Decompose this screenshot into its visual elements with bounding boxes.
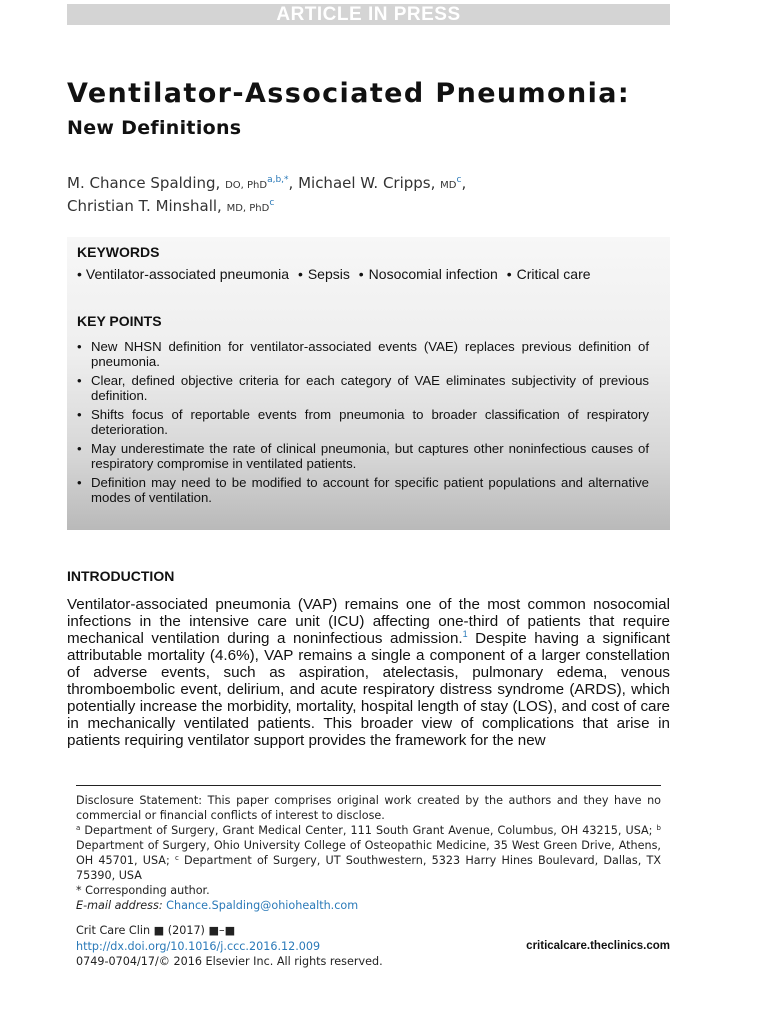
footnotes: [76, 793, 661, 913]
title-main: Ventilator-Associated Pneumonia:: [67, 78, 631, 109]
key-point-item: • Clear, defined objective criteria for each category of VAE eliminates subjectivity of previous definition.: [77, 373, 649, 403]
author-degrees: DO, PhD: [225, 180, 268, 191]
key-point-item: • Definition may need to be modified to account for specific patient populations and alternative modes of ventilation.: [77, 475, 649, 505]
author-degrees: MD: [440, 180, 457, 191]
article-title: [67, 78, 687, 144]
copyright-notice: 0749-0704/17/© 2016 Elsevier Inc. All rights reserved.: [76, 955, 383, 968]
key-point-item: • New NHSN definition for ventilator-associated events (VAE) replaces previous definition of pneumonia.: [77, 339, 649, 369]
author-affiliation-link[interactable]: a,b,*: [267, 175, 289, 185]
bullet-icon: •: [297, 266, 303, 282]
bullet-icon: •: [77, 266, 82, 282]
keywords-heading: KEYWORDS: [77, 244, 160, 260]
bullet-icon: •: [77, 373, 82, 388]
footnote-divider: [76, 785, 661, 786]
author-affiliation-link[interactable]: c: [456, 175, 462, 185]
author-name: M. Chance Spalding,: [67, 174, 221, 192]
bullet-icon: •: [77, 339, 82, 354]
bullet-icon: •: [77, 441, 82, 456]
keyword-item: Nosocomial infection: [368, 266, 498, 282]
bullet-icon: •: [77, 407, 82, 422]
keyword-item: Sepsis: [307, 266, 350, 282]
key-points-heading: KEY POINTS: [77, 313, 162, 329]
author-affiliation-link[interactable]: c: [269, 198, 275, 208]
affiliations: $^a$ Department of Surgery, Grant Medical Center, 111 South Grant Avenue, Columbus, OH 43215, USA; $^b$ Department of Surgery, Ohio University College of Osteopathic Medicine, 35 West Green Drive, Athens, OH 45701, USA; $^c$ Department of Surgery, UT Southwestern, 5323 Harry Hines Boulevard, Dallas, TX 75390, USA: [76, 824, 662, 882]
key-points-list: [77, 339, 649, 509]
title-subtitle: New Definitions: [67, 117, 242, 139]
author-name: Christian T. Minshall,: [67, 197, 222, 215]
bullet-icon: •: [358, 266, 364, 282]
publication-metadata: [76, 923, 670, 970]
introduction-heading: INTRODUCTION: [67, 568, 175, 584]
keywords-list: [77, 266, 591, 282]
introduction-paragraph: Ventilator-associated pneumonia (VAP) remains one of the most common nosocomial infections in the intensive care unit (ICU) affecting one-third of patients that require mechanical ventilation during a noninfectious admission.$^1$ Despite having a significant attributable mortality (4.6%), VAP remains a single a component of a larger constellation of adverse events, such as aspiration, atelectasis, pulmonary edema, venous thromboembolic event, delirium, and acute respiratory distress syndrome (ARDS), which potentially increase the morbidity, mortality, hospital length of stay (LOS), and cost of care in mechanically ventilated patients. This broader view of complications that arise in patients requiring ventilator support provides the framework for the new: [67, 596, 670, 749]
disclosure-statement: Disclosure Statement: This paper comprises original work created by the authors and they have no commercial or financial conflicts of interest to disclose.: [76, 794, 661, 822]
author-name: Michael W. Cripps,: [298, 174, 436, 192]
reference-link[interactable]: 1: [462, 629, 468, 639]
author-degrees: MD, PhD: [226, 203, 270, 214]
corresponding-author: * Corresponding author.: [76, 884, 210, 897]
bullet-icon: •: [506, 266, 512, 282]
keywords-keypoints-box: [67, 237, 670, 530]
keyword-item: Ventilator-associated pneumonia: [85, 266, 290, 282]
keyword-item: Critical care: [516, 266, 591, 282]
journal-website-link[interactable]: criticalcare.theclinics.com: [526, 939, 670, 952]
author-list: M. Chance Spalding, DO, PhD$^{a,b,*}$, Michael W. Cripps, $MD^c$, Christian T. Minshall, MD, PhD$^c$: [67, 174, 467, 215]
email-link[interactable]: Chance.Spalding@ohiohealth.com: [166, 899, 359, 912]
email-line: E-mail address: Chance.Spalding@ohiohealth.com: [76, 899, 359, 912]
bullet-icon: •: [77, 475, 82, 490]
doi-link[interactable]: http://dx.doi.org/10.1016/j.ccc.2016.12.009: [76, 939, 321, 953]
key-point-item: • Shifts focus of reportable events from pneumonia to broader classification of respiratory deterioration.: [77, 407, 649, 437]
key-point-item: • May underestimate the rate of clinical pneumonia, but captures other noninfectious causes of respiratory compromise in ventilated patients.: [77, 441, 649, 471]
journal-citation: Crit Care Clin ■ (2017) ■–■: [76, 924, 236, 937]
article-in-press-banner: ARTICLE IN PRESS: [67, 4, 670, 25]
